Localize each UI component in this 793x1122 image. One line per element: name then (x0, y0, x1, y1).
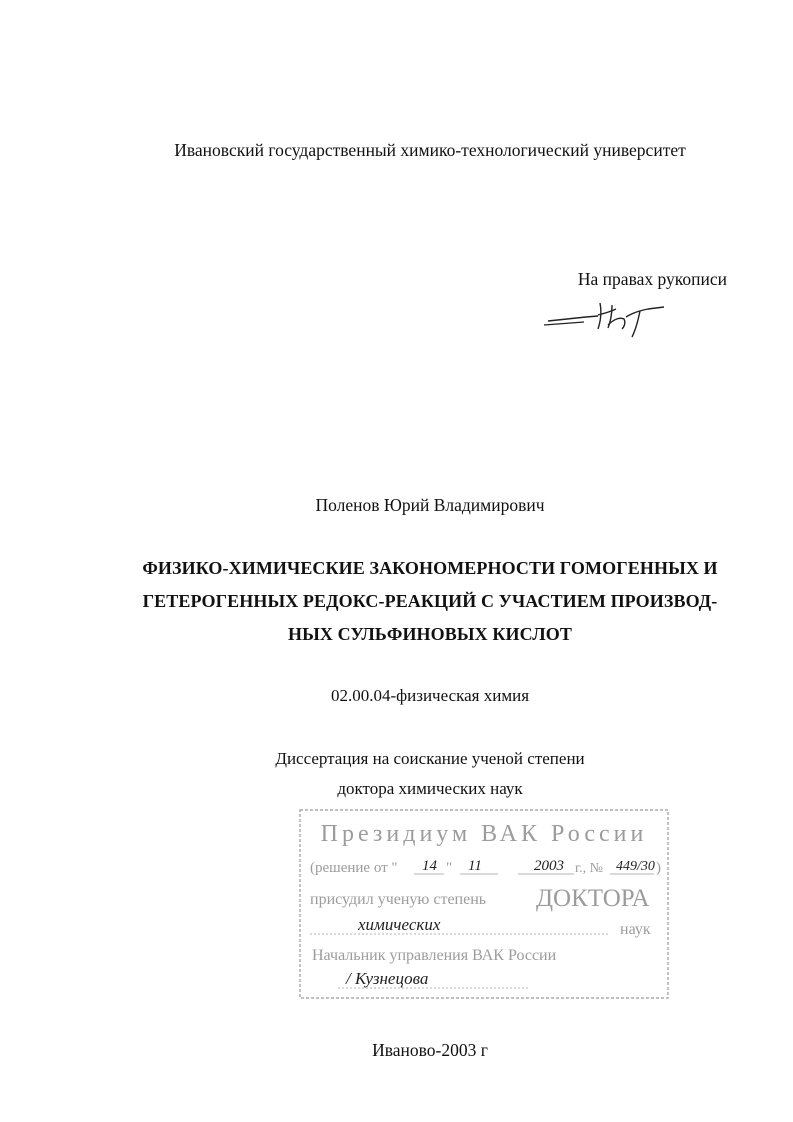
stamp-awarded-text: присудил ученую степень (310, 891, 487, 908)
title-line-1: ФИЗИКО-ХИМИЧЕСКИЕ ЗАКОНОМЕРНОСТИ ГОМОГЕННЫХ И (142, 558, 718, 578)
title-line-2: ГЕТЕРОГЕННЫХ РЕДОКС-РЕАКЦИЙ С УЧАСТИЕМ ПРОИЗВОД- (142, 591, 718, 611)
vak-stamp (298, 808, 670, 1000)
title-line-3: НЫХ СУЛЬФИНОВЫХ КИСЛОТ (288, 624, 572, 644)
dissertation-degree-line-2: доктора химических наук (337, 779, 523, 798)
stamp-header: Президиум ВАК России (320, 821, 648, 847)
stamp-field-suffix: наук (620, 921, 651, 938)
stamp-decision-mid: " (446, 860, 453, 876)
stamp-decision-year-suffix: г., № (575, 861, 604, 876)
stamp-signer-handwritten: / Кузнецова (346, 969, 429, 988)
manuscript-note: На правах рукописи (577, 269, 727, 289)
stamp-decision-number: 449/30 (616, 859, 655, 874)
stamp-decision-close: ) (656, 860, 661, 876)
dissertation-degree-line-1: Диссертация на соискание ученой степени (275, 749, 585, 768)
stamp-decision-prefix: (решение от " (310, 860, 398, 876)
city-year: Иваново-2003 г (372, 1040, 488, 1060)
author-signature (540, 295, 680, 345)
author-name: Поленов Юрий Владимирович (315, 495, 545, 515)
stamp-decision-year: 2003 (534, 858, 564, 874)
university-name: Ивановский государственный химико-технологический университет (174, 140, 686, 160)
stamp-decision-day: 14 (422, 858, 437, 874)
specialty-code: 02.00.04-физическая химия (330, 686, 530, 705)
dissertation-title (110, 552, 750, 651)
stamp-decision-month: 11 (468, 858, 482, 874)
stamp-office: Начальник управления ВАК России (312, 947, 557, 964)
stamp-field-handwritten: химических (358, 915, 441, 934)
stamp-degree: ДОКТОРА (536, 885, 650, 912)
